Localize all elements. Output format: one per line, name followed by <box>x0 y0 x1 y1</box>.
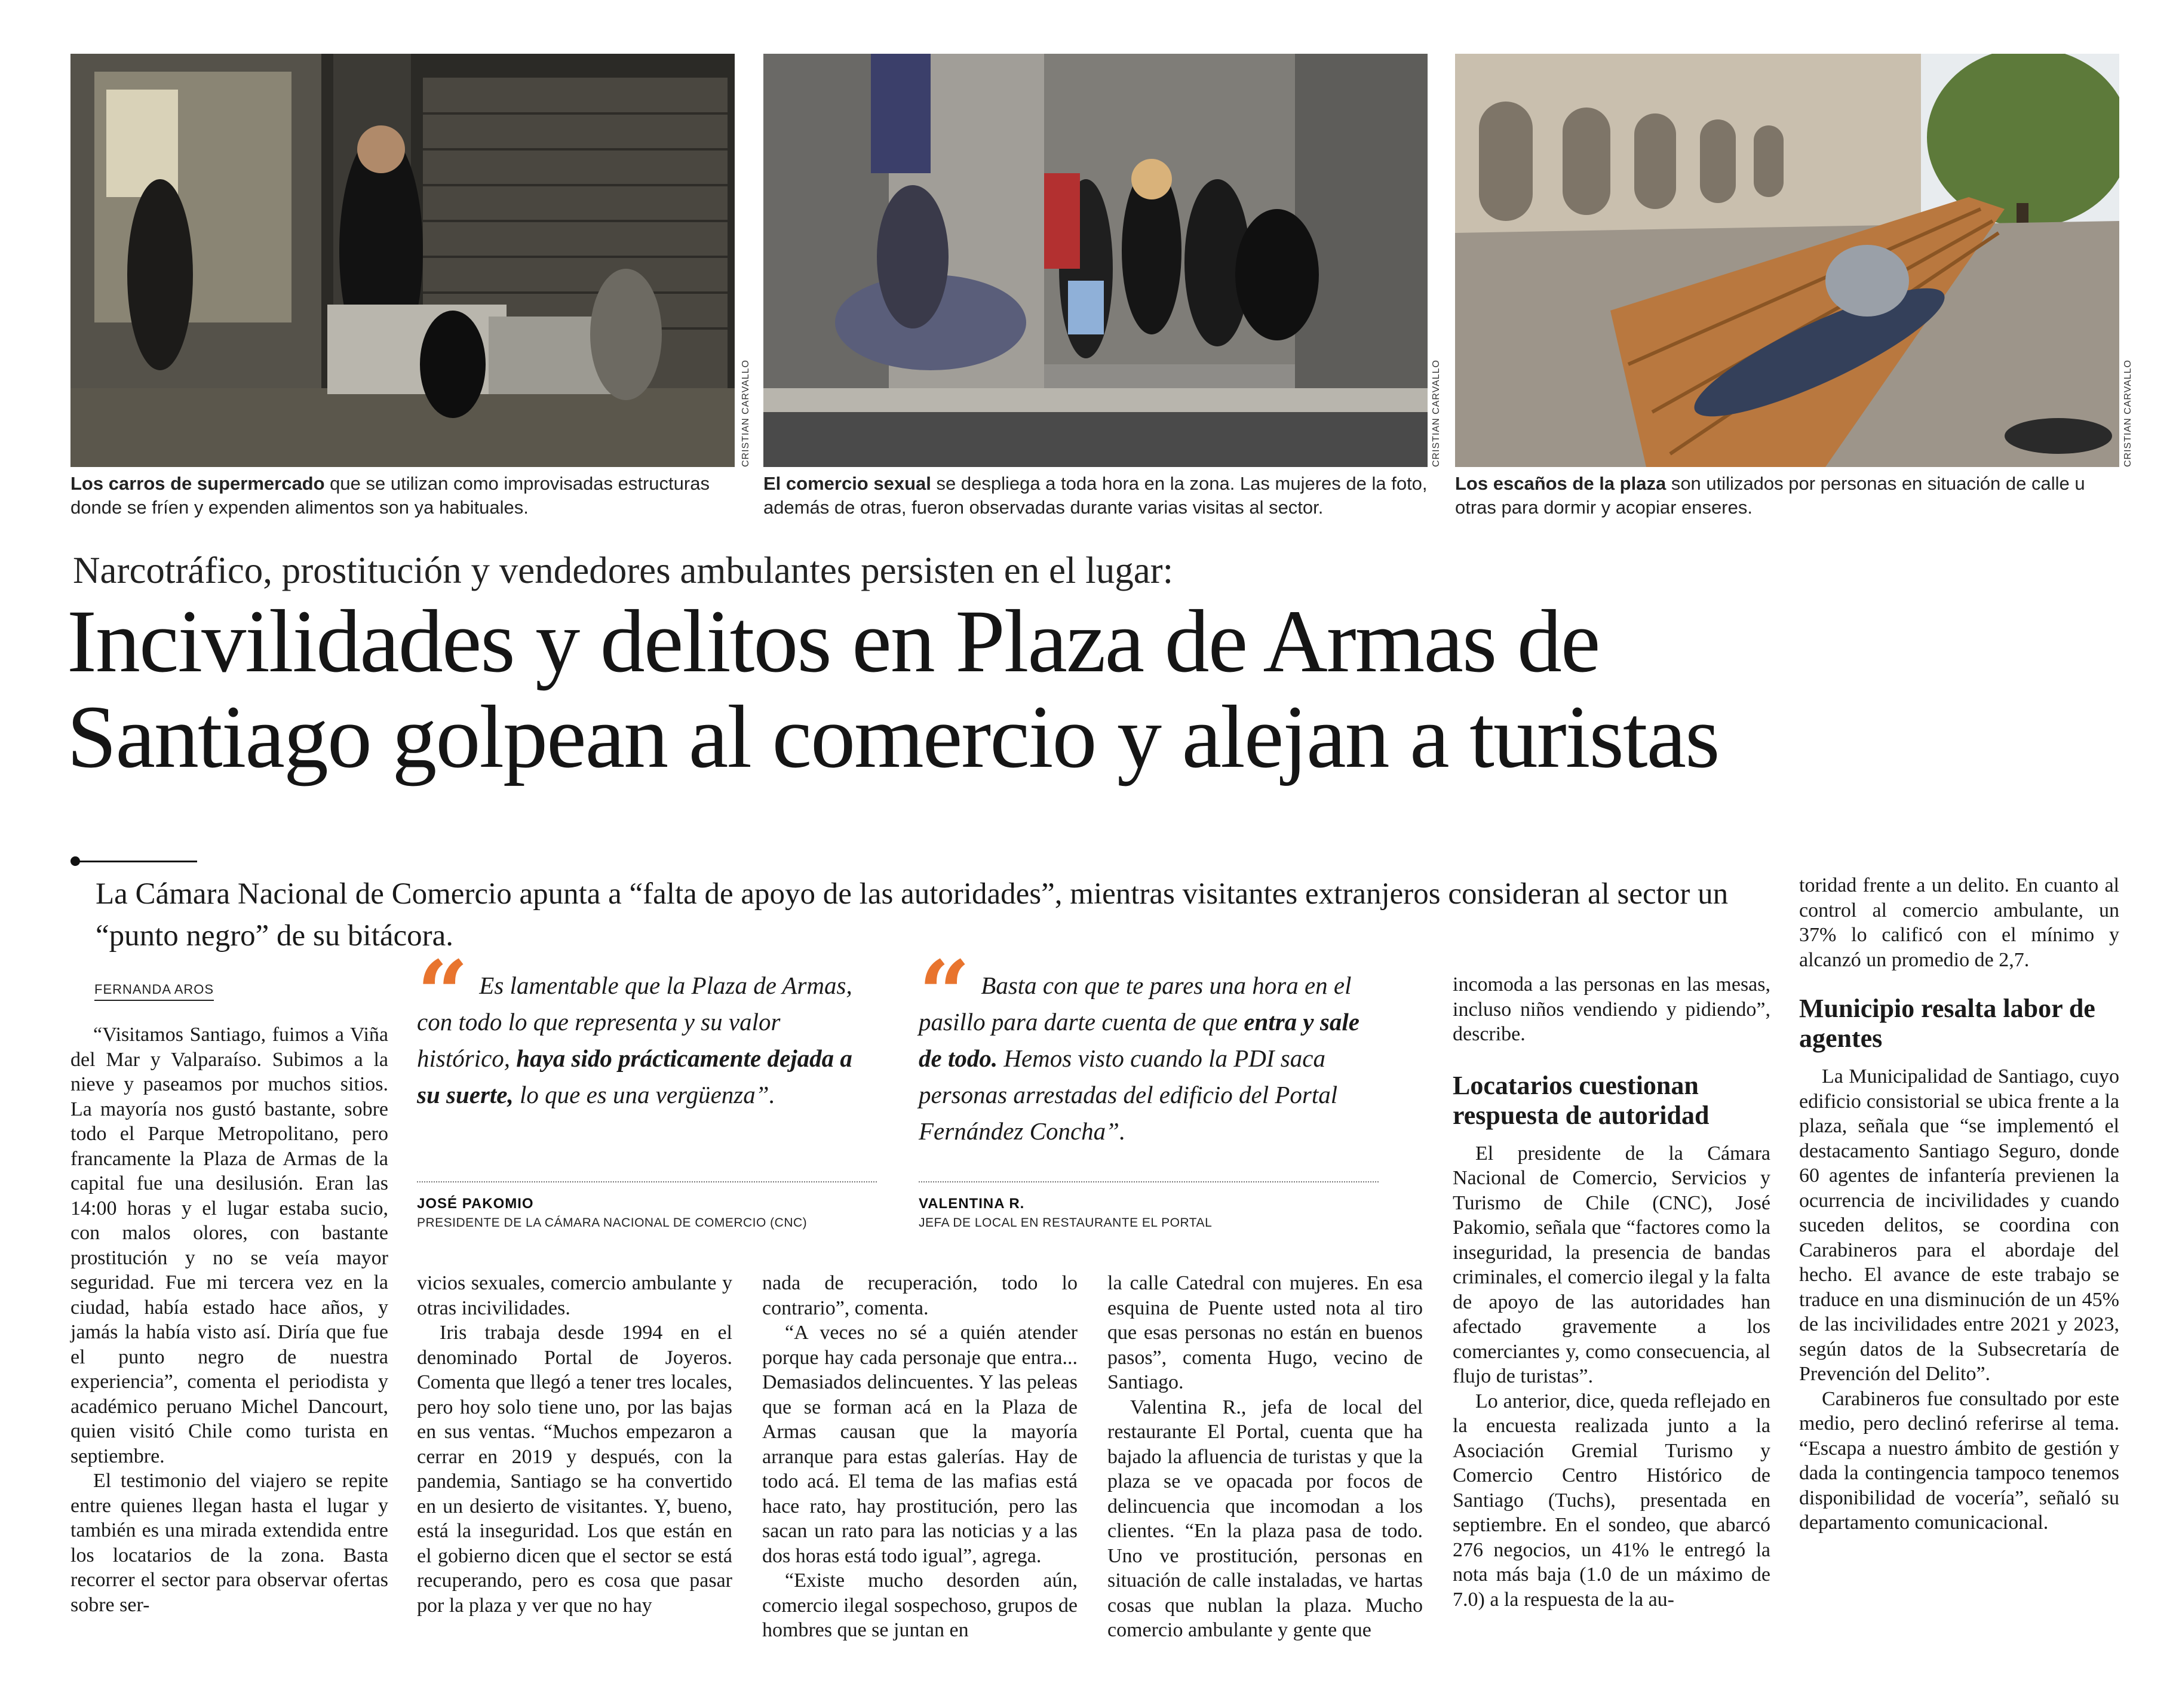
body-column-6 <box>1799 873 2119 1535</box>
body-paragraph: El presidente de la Cámara Nacional de Comercio, Servicios y Turismo de Chile (CNC), José Pakomio, señala que “factores como la inseguridad, la presencia de bandas criminales, el comercio ilegal y la falta de apoyo de las autoridades han afectado gravemente a los comerciantes y, como consecuencia, al flujo de turistas”. <box>1453 1142 1770 1387</box>
quote-text-bold: haya sido prácticamente dejada a su suerte, <box>417 1045 852 1108</box>
body-paragraph: Lo anterior, dice, queda reflejado en la encuesta realizada junto a la Asociación Gremial Turismo y Comercio Centro Histórico de Santiago (Tuchs), presentada en septiembre. En el sondeo, que abarcó 276 negocios, un 41% le entregó la nota más baja (1.0 de un máximo de 7.0) a la respuesta de la au- <box>1453 1390 1770 1611</box>
lead-paragraph: La Cámara Nacional de Comercio apunta a “falta de apoyo de las autoridades”, mientras visitantes extranjeros consideran al sector un “punto negro” de su bitácora. <box>96 877 1729 953</box>
quote-author: VALENTINA R. <box>919 1196 1025 1212</box>
caption-bold: Los escaños de la plaza <box>1455 473 1667 494</box>
caption-text: se despliega a toda hora en la zona. Las mujeres de la foto, además de otras, fueron observadas durante varias visitas al sector. <box>763 473 1428 518</box>
headline-line: Incivilidades y delitos en Plaza de Armas de <box>67 592 1600 691</box>
caption-bold: Los carros de supermercado <box>70 473 325 494</box>
photo-credit: CRISTIAN CARVALLO <box>2123 359 2133 467</box>
quote-text: Basta con que te pares una hora en el pasillo para darte cuenta de que <box>919 972 1352 1036</box>
caption-text: son utilizados por personas en situación de calle u otras para dormir y acopiar enseres. <box>1455 473 2085 518</box>
body-paragraph: La Municipalidad de Santiago, cuyo edificio consistorial se ubica frente a la plaza, señala que “se implementó el destacamento Santiago Seguro, donde 60 agentes de infantería previenen la ocurrencia de incivilidades y cuando suceden delitos, se coordina con Carabineros para el abordaje del hecho. El avance de este trabajo se traduce en una disminución de un 45% de las incivilidades entre 2021 y 2023, según datos de la Subsecretaría de Prevención del Delito”. <box>1799 1065 2119 1385</box>
body-paragraph: El testimonio del viajero se repite entre quienes llegan hasta el lugar y también es una mirada extendida entre los locatarios de la zona. Basta recorrer el sector para observar ofertas sobre ser- <box>70 1470 388 1616</box>
quote-mark-icon: “ <box>417 941 469 1046</box>
body-column-4 <box>1107 1271 1423 1643</box>
photo-credit: CRISTIAN CARVALLO <box>741 359 751 467</box>
quote-author: JOSÉ PAKOMIO <box>417 1196 534 1212</box>
quote-text: Es lamentable que la Plaza de Armas, con todo lo que representa y su valor histórico, <box>417 972 852 1072</box>
quote-divider <box>417 1181 877 1182</box>
quote-author-role: JEFA DE LOCAL EN RESTAURANTE EL PORTAL <box>919 1216 1213 1230</box>
section-heading: Locatarios cuestionan respuesta de autoridad <box>1453 1070 1710 1130</box>
photo-sex-trade <box>763 54 1428 467</box>
photo-credit: CRISTIAN CARVALLO <box>1431 359 1441 467</box>
quote-author-role: PRESIDENTE DE LA CÁMARA NACIONAL DE COMERCIO (CNC) <box>417 1216 808 1230</box>
pull-quote <box>919 941 1379 1150</box>
photo-plaza-benches <box>1455 54 2119 467</box>
body-paragraph: Valentina R., jefa de local del restaurante El Portal, cuenta que ha bajado la afluencia de turistas y que la plaza se ve opacada por focos de delincuencia que incomodan a los clientes. “En la plaza pasa de todo. Uno ve prostitución, personas en situación de calle instaladas, ve hartas cosas que nublan la plaza. Mucho comercio ambulante y gente que <box>1107 1396 1423 1641</box>
body-paragraph: toridad frente a un delito. En cuanto al control al comercio ambulante, un 37% lo calificó con el mínimo y alcanzó un promedio de 2,7. <box>1799 874 2119 971</box>
section-heading: Municipio resalta labor de agentes <box>1799 994 2095 1053</box>
headline-line: Santiago golpean al comercio y alejan a turistas <box>67 687 1719 787</box>
byline: FERNANDA AROS <box>94 982 214 1001</box>
body-column-1 <box>70 1022 388 1617</box>
kicker: Narcotráfico, prostitución y vendedores ambulantes persisten en el lugar: <box>73 549 1174 591</box>
body-paragraph: “A veces no sé a quién atender porque hay cada personaje que entra... Demasiados delincuentes. Y las peleas que se forman acá en la Plaza de Armas causan que la mayoría arranque para estas galerías. Hay de todo acá. El tema de las mafias está hace rato, hay prostitución, pero las sacan un rato para las noticias y a las dos horas está todo igual”, agrega. <box>762 1322 1078 1567</box>
body-column-3 <box>762 1271 1078 1643</box>
body-paragraph: la calle Catedral con mujeres. En esa esquina de Puente usted nota al tiro que esas personas no están en buenos pasos”, comenta Hugo, vecino de Santiago. <box>1107 1272 1423 1393</box>
photo-caption <box>763 472 1428 520</box>
photo-supermarket-carts <box>70 54 735 467</box>
rule-line <box>78 861 197 862</box>
body-column-2 <box>417 1271 732 1618</box>
quote-text: lo que es una vergüenza”. <box>513 1081 775 1108</box>
photo-caption <box>1455 472 2119 520</box>
quote-divider <box>919 1181 1379 1182</box>
quote-mark-icon: “ <box>919 941 971 1046</box>
quote-text: Hemos visto cuando la PDI saca personas arrestadas del edificio del Portal Fernández Concha”. <box>919 1045 1338 1145</box>
body-paragraph: incomoda a las personas en las mesas, incluso niños vendiendo y pidiendo”, describe. <box>1453 973 1770 1045</box>
body-paragraph: vicios sexuales, comercio ambulante y otras incivilidades. <box>417 1272 732 1319</box>
body-paragraph: “Existe mucho desorden aún, comercio ilegal sospechoso, grupos de hombres que se juntan en <box>762 1569 1078 1641</box>
quote-text-bold: entra y sale de todo. <box>919 1008 1359 1072</box>
caption-text: que se utilizan como improvisadas estructuras donde se fríen y expenden alimentos son ya habituales. <box>70 473 710 518</box>
body-paragraph: Iris trabaja desde 1994 en el denominado Portal de Joyeros. Comenta que llegó a tener tres locales, pero hoy solo tiene uno, por las bajas en sus ventas. “Muchos empezaron a cerrar en 2019 y después, con la pandemia, Santiago se ha convertido en un desierto de visitantes. Y, bueno, está la inseguridad. Los que están en el gobierno dicen que el sector se está recuperando, pero es cosa que pasar por la plaza y ver que no hay <box>417 1322 732 1617</box>
photo-caption <box>70 472 735 520</box>
pull-quote <box>417 941 877 1113</box>
body-paragraph: Carabineros fue consultado por este medio, pero declinó referirse al tema. “Escapa a nuestro ámbito de gestión y dada la contingencia tampoco tenemos disponibilidad de vocería”, señaló su departamento comunicacional. <box>1799 1387 2119 1534</box>
caption-bold: El comercio sexual <box>763 473 931 494</box>
body-paragraph: nada de recuperación, todo lo contrario”, comenta. <box>762 1272 1078 1319</box>
headline <box>67 594 2140 785</box>
body-column-5 <box>1453 972 1770 1612</box>
body-paragraph: “Visitamos Santiago, fuimos a Viña del Mar y Valparaíso. Subimos a la nieve y paseamos por muchos sitios. La mayoría nos gustó bastante, sobre todo el Parque Metropolitano, pero francamente la Plaza de Armas de la capital fue una desilusión. Eran las 14:00 horas y el lugar estaba sucio, con malos olores, con bastante prostitución y no se veía mayor seguridad. Fue mi tercera vez en la ciudad, había estado hace años, y jamás la había visto así. Diría que fue el punto negro de nuestra experiencia”, comenta el periodista y académico peruano Michel Dancourt, quien visitó Chile como turista en septiembre. <box>70 1024 388 1467</box>
